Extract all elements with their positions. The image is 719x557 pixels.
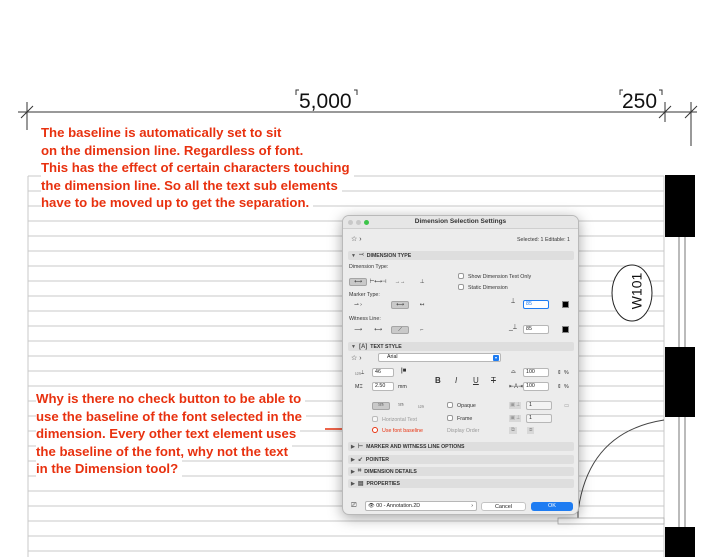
chevron-down-icon: ▾ <box>494 355 497 360</box>
dimension-value-main[interactable]: 5,000 <box>299 90 352 113</box>
frame-pen-input[interactable]: 1 <box>526 414 552 423</box>
bold-button[interactable]: B <box>435 376 441 385</box>
section-pointer[interactable] <box>348 455 574 464</box>
witness-pen-color-swatch[interactable] <box>562 326 569 333</box>
bring-forward-button[interactable]: ⧉ <box>511 427 515 433</box>
section-properties[interactable] <box>348 479 574 488</box>
font-select[interactable] <box>378 353 501 362</box>
static-dimension-label: Static Dimension <box>468 285 508 291</box>
text-width-unit: % <box>564 370 569 376</box>
section-dimension-type[interactable] <box>348 251 574 260</box>
layer-icon: ⎚ <box>351 502 357 509</box>
pen-icon: _⟘ <box>509 324 518 331</box>
use-font-baseline-label: Use font baseline <box>382 428 423 434</box>
expand-triangle-icon: ▶ <box>351 456 355 463</box>
marker-icon: ⊢ <box>357 444 364 450</box>
pen-icon: ⟘ <box>511 298 516 305</box>
section-title: TEXT STYLE <box>370 343 402 350</box>
opaque-checkbox[interactable] <box>447 402 453 408</box>
annotation-line: The baseline is automatically set to sit <box>41 124 285 142</box>
chevron-right-icon: › <box>471 503 473 509</box>
section-title: POINTER <box>365 456 389 463</box>
static-dimension-checkbox[interactable] <box>458 284 464 290</box>
pen-picker-icon[interactable]: ▭ <box>564 403 570 409</box>
dimension-type-ticks-button[interactable]: ⊢⟷⊣ <box>369 279 387 285</box>
horizontal-text-label: Horizontal Text <box>382 417 417 423</box>
annotation-line: have to be moved up to get the separation. <box>41 194 313 212</box>
layer-select[interactable] <box>365 501 477 511</box>
selection-info: Selected: 1 Editable: 1 <box>516 237 570 243</box>
favorites-button[interactable]: ☆ › <box>351 236 362 243</box>
marker-type-open-button[interactable]: ↤ <box>419 302 425 308</box>
witness-line-type-1-button[interactable]: ⟶ <box>354 327 362 333</box>
section-marker-witness[interactable] <box>348 442 574 451</box>
window-tag-label: W101 <box>628 272 645 310</box>
annotation-line: in the Dimension tool? <box>36 460 182 478</box>
witness-pen-input[interactable]: 85 <box>523 325 549 334</box>
text-position-below-button[interactable]: ₁₂₅ <box>418 403 424 409</box>
layer-select-value: 00 - Annotation.2D <box>376 503 421 509</box>
witness-line-type-3-button[interactable]: ⟋ <box>391 326 409 334</box>
expand-triangle-icon: ▶ <box>351 468 355 475</box>
details-icon: ⌗ <box>357 468 362 474</box>
annotation-line: the baseline of the font, why not the text <box>36 443 292 461</box>
witness-line-type-4-button[interactable]: ⌐ <box>420 327 424 333</box>
witness-line-type-2-button[interactable]: ⟷ <box>374 327 382 333</box>
background-pen-input[interactable]: 1 <box>526 401 552 410</box>
marker-type-arrow-button[interactable]: ⟷ <box>391 301 409 309</box>
section-title: DIMENSION DETAILS <box>364 468 417 475</box>
line-spacing-input[interactable]: 2.50 <box>372 382 394 391</box>
annotation-line: This has the effect of certain characters touching <box>41 159 354 177</box>
annotation-line: Why is there no check button to be able to <box>36 390 305 408</box>
text-width-icon: ⌓ <box>511 369 516 375</box>
collapse-triangle-icon: ▼ <box>351 252 356 259</box>
text-size-input[interactable]: 46 <box>372 368 394 377</box>
frame-label: Frame <box>457 416 473 422</box>
text-width-input[interactable]: 100 <box>523 368 549 377</box>
text-pen-selector[interactable]: |■ <box>401 368 407 374</box>
marker-pen-input[interactable]: 85 <box>523 300 549 309</box>
dimension-type-label: Dimension Type: <box>349 264 389 270</box>
use-font-baseline-radio[interactable] <box>372 427 378 433</box>
expand-triangle-icon: ▶ <box>351 480 355 487</box>
text-style-icon: [A] <box>358 343 368 350</box>
italic-button[interactable]: I <box>455 376 458 385</box>
section-dimension-details[interactable] <box>348 467 574 476</box>
section-text-style[interactable] <box>348 342 574 351</box>
underline-button[interactable]: U <box>473 376 479 385</box>
properties-icon: ▤ <box>357 481 364 487</box>
section-title: MARKER AND WITNESS LINE OPTIONS <box>366 443 465 450</box>
send-backward-button[interactable]: ⧈ <box>529 427 533 433</box>
marker-type-dropdown[interactable]: ⊸ › <box>354 302 362 308</box>
collapse-triangle-icon: ▼ <box>351 343 356 350</box>
section-title: PROPERTIES <box>366 480 400 487</box>
text-position-above-button[interactable]: ¹²⁵ <box>372 402 390 410</box>
annotation-line: the dimension line. So all the text sub elements <box>41 177 342 195</box>
eye-icon: 👁 <box>368 503 375 509</box>
annotation-bottom <box>36 390 306 478</box>
dimension-settings-dialog <box>342 215 579 515</box>
annotation-line: dimension. Every other text element uses <box>36 425 300 443</box>
strikethrough-button[interactable]: T <box>491 376 496 385</box>
text-width-stepper[interactable]: ⇕ <box>557 370 562 376</box>
dialog-titlebar <box>343 216 578 229</box>
marker-type-label: Marker Type: <box>349 292 380 298</box>
dialog-title: Dimension Selection Settings <box>414 218 507 225</box>
annotation-top <box>41 124 354 212</box>
expand-triangle-icon: ▶ <box>351 443 355 450</box>
witness-line-label: Witness Line: <box>349 316 381 322</box>
dimension-value-right[interactable]: 250 <box>622 90 658 113</box>
section-title: DIMENSION TYPE <box>366 252 412 259</box>
text-position-middle-button[interactable]: ¹²⁵ <box>398 403 404 409</box>
marker-pen-color-swatch[interactable] <box>562 301 569 308</box>
frame-checkbox[interactable] <box>447 415 453 421</box>
background-pen-icon: ▣ ⟘ <box>510 402 520 408</box>
show-dimension-text-only-checkbox[interactable] <box>458 273 464 279</box>
opaque-label: Opaque <box>457 403 476 409</box>
display-order-label: Display Order <box>447 428 480 434</box>
font-select-value: Arial <box>387 354 398 360</box>
line-spacing-unit: mm <box>398 384 407 390</box>
cancel-button[interactable]: Cancel <box>481 502 526 511</box>
dimension-type-icon: ⤙ <box>358 252 364 258</box>
pointer-icon: ↙ <box>357 457 363 463</box>
frame-pen-icon: ▣ ⟘ <box>510 415 520 421</box>
horizontal-text-checkbox[interactable] <box>372 416 378 422</box>
char-spacing-icon: ⇤A⇥ <box>509 384 524 390</box>
dimension-type-linear-button[interactable]: ⟷ <box>349 278 367 286</box>
text-height-input[interactable]: 100 <box>523 382 549 391</box>
text-height-unit: % <box>564 384 569 390</box>
annotation-line: use the baseline of the font selected in the <box>36 408 306 426</box>
text-height-stepper[interactable]: ⇕ <box>557 384 562 390</box>
dimension-type-elevation-button[interactable]: ⊥ <box>419 279 425 285</box>
dimension-type-arrows-button[interactable]: →→ <box>394 279 406 285</box>
line-spacing-icon: M⌶ <box>355 384 363 390</box>
text-size-icon: ₁₂₅⟘ <box>355 370 365 376</box>
text-favorites-button[interactable]: ☆ › <box>351 355 362 362</box>
annotation-line: on the dimension line. Regardless of font. <box>41 142 307 160</box>
ok-button[interactable]: OK <box>531 502 573 511</box>
show-dimension-text-only-label: Show Dimension Text Only <box>468 274 532 280</box>
